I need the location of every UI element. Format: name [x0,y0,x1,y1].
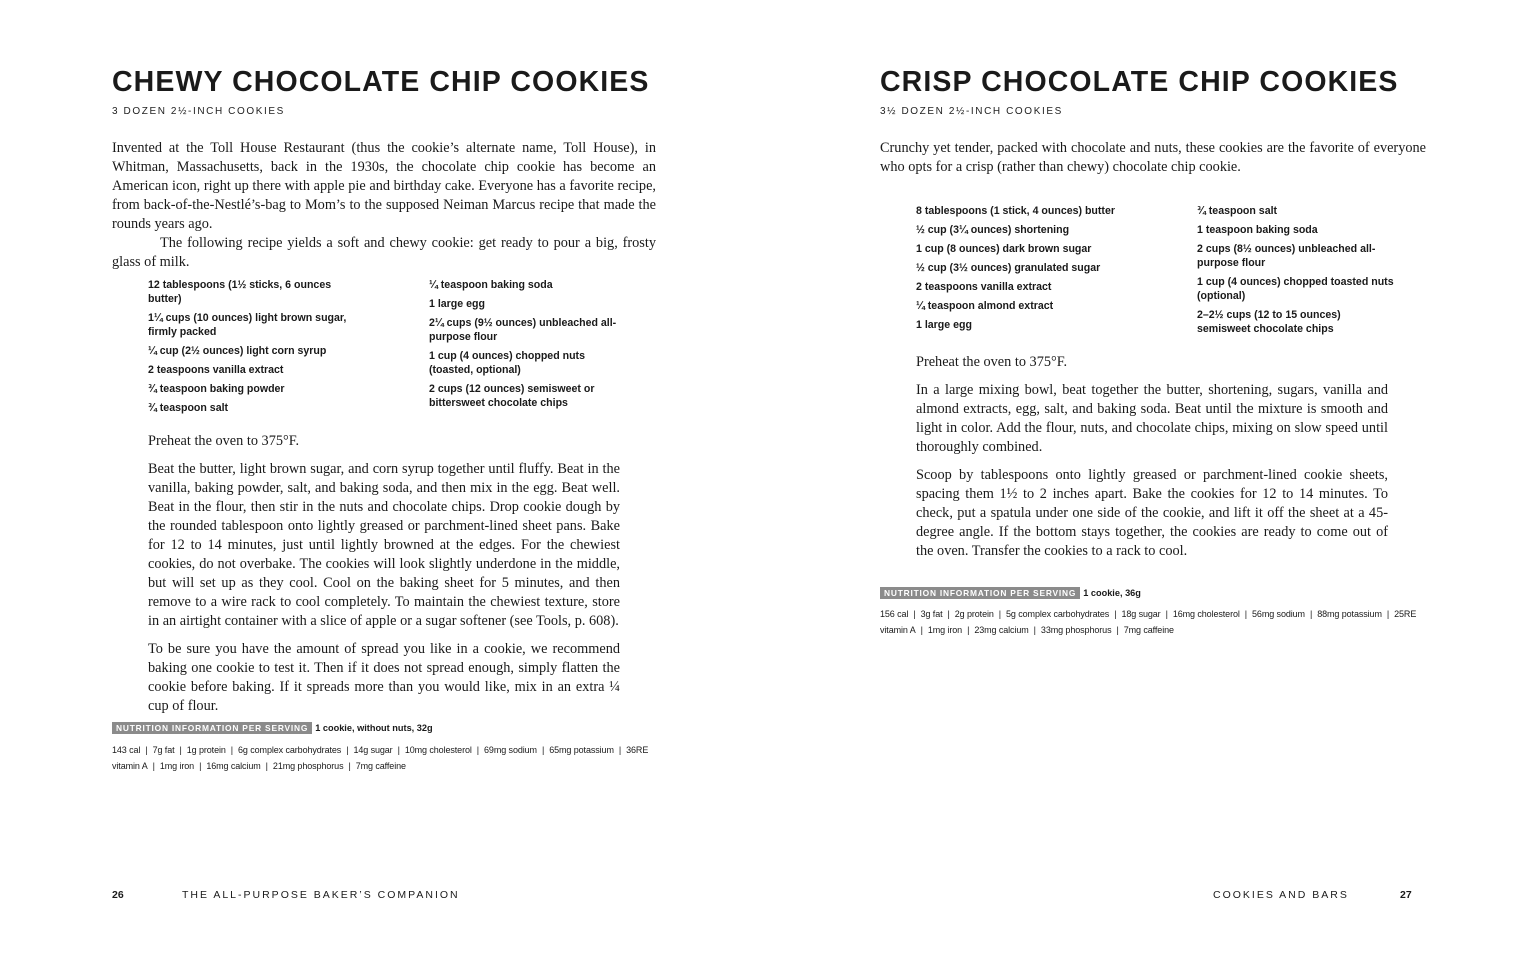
nutrition-separator: | [348,761,351,771]
nutrition-separator: | [346,745,349,755]
nutrition-fact: 1g protein [186,745,226,755]
nutrition-separator: | [920,625,923,635]
ingredient-item: 8 tablespoons (1 stick, 4 ounces) butter [916,205,1115,217]
intro-paragraph: The following recipe yields a soft and chewy cookie: get ready to pour a big, frosty glass of milk. [112,235,656,270]
method-paragraph: Scoop by tablespoons onto lightly greased or parchment-lined cookie sheets, spacing them 1½ to 2 inches apart. Bake the cookies for 12 to 14 minutes. To check, put a spatula under one side of the cookie, and lift it off the sheet at a 45-degree angle. If the bottom stays together, the cookies are ready to come out of the oven. Transfer the cookies to a rack to cool. [916,467,1388,559]
nutrition-fact: 16mg calcium [206,761,261,771]
nutrition-separator: | [152,761,155,771]
nutrition-serving: 1 cookie, 36g [1083,588,1141,598]
ingredient-item: 2 teaspoons vanilla extract [148,364,284,376]
nutrition-label: NUTRITION INFORMATION PER SERVING [880,587,1080,599]
nutrition-header [112,723,433,733]
method-paragraph: Preheat the oven to 375°F. [916,354,1068,370]
method-text [148,432,620,725]
ingredient-item: 2–2½ cups (12 to 15 ounces) semisweet chocolate chips [1197,309,1341,335]
recipe-yield: 3½ DOZEN 2½-INCH COOKIES [880,106,1063,117]
nutrition-fact: 6g complex carbohydrates [238,745,342,755]
nutrition-fact: 5g complex carbohydrates [1006,609,1110,619]
recipe-intro [880,139,1426,177]
nutrition-separator: | [541,745,545,755]
nutrition-separator: | [1114,609,1117,619]
page-number-text: 27 [1400,889,1412,901]
ingredient-item: 1 cup (8 ounces) dark brown sugar [916,243,1092,255]
left-page [112,0,660,960]
page-number [112,889,124,901]
ingredient-item: ¾ teaspoon salt [1197,205,1278,217]
ingredient-item: ¼ cup (2½ ounces) light corn syrup [148,345,327,357]
method-text [916,353,1388,570]
nutrition-separator: | [967,625,970,635]
nutrition-separator: | [1386,609,1390,619]
nutrition-separator: | [947,609,950,619]
ingredient-item: ¼ teaspoon baking soda [429,279,553,291]
nutrition-separator: | [179,745,182,755]
nutrition-fact: 25RE [1394,609,1417,619]
ingredient-item: ¾ teaspoon baking powder [148,383,285,395]
nutrition-separator: | [476,745,480,755]
ingredients-column-2 [1197,204,1397,341]
ingredient-item: 2 cups (12 ounces) semisweet or bittersweet chocolate chips [429,383,595,409]
nutrition-serving: 1 cookie, without nuts, 32g [315,723,433,733]
ingredients-column-1 [148,278,348,420]
nutrition-separator: | [145,745,148,755]
nutrition-fact: 23mg calcium [974,625,1029,635]
nutrition-fact: 16mg cholesterol [1172,609,1240,619]
ingredient-item: 12 tablespoons (1½ sticks, 6 ounces butter) [148,279,332,305]
ingredient-item: 1 cup (4 ounces) chopped nuts (toasted, optional) [429,350,585,376]
nutrition-fact: vitamin A [880,625,916,635]
nutrition-separator: | [1309,609,1313,619]
ingredient-item: 1 large egg [916,319,972,331]
ingredient-item: 1¼ cups (10 ounces) light brown sugar, firmly packed [148,312,347,338]
ingredient-item: 2 cups (8½ ounces) unbleached all-purpose flour [1197,243,1376,269]
recipe-yield: 3 DOZEN 2½-INCH COOKIES [112,106,285,117]
page-number-text: 26 [112,889,124,901]
nutrition-fact: 143 cal [112,745,141,755]
nutrition-fact: 7mg caffeine [1123,625,1174,635]
ingredient-item: 2 teaspoons vanilla extract [916,281,1052,293]
nutrition-separator: | [618,745,622,755]
nutrition-separator: | [1116,625,1119,635]
nutrition-label: NUTRITION INFORMATION PER SERVING [112,722,312,734]
nutrition-fact: 69mg sodium [484,745,537,755]
nutrition-separator: | [998,609,1002,619]
ingredient-item: ½ cup (3¼ ounces) shortening [916,224,1070,236]
method-paragraph: Beat the butter, light brown sugar, and corn syrup together until fluffy. Beat in the vanilla, baking powder, salt, and baking soda, and then mix in the egg. Beat well. Beat in the flour, then stir in the nuts and chocolate chips. Drop cookie dough by the rounded tablespoon onto lightly greased or parchment-lined sheet pans. Bake for 12 to 14 minutes, just until lightly browned at the edges. For the chewiest cookies, do not overbake. The cookies will look slightly underdone in the middle, but will set up as they cool. Cool on the baking sheet for 5 minutes, and then remove to a wire rack to cool completely. To maintain the chewiest texture, store in an airtight container with a slice of apple or a sugar softener (see Tools, p. 608). [148,461,620,629]
nutrition-separator: | [397,745,400,755]
nutrition-fact: 156 cal [880,609,909,619]
intro-paragraph: Invented at the Toll House Restaurant (thus the cookie’s alternate name, Toll House), in Whitman, Massachusetts, back in the 1930s, the chocolate chip cookie has become an American icon, right up there with apple pie and birthday cake. Everyone has a favorite recipe, from back-of-the-Nestlé’s-bag to Mom’s to the supposed Neiman Marcus recipe that made the rounds years ago. [112,140,656,232]
nutrition-separator: | [1033,625,1036,635]
ingredients-column-2 [429,278,629,415]
recipe-intro [112,139,656,272]
ingredient-item: 1 cup (4 ounces) chopped toasted nuts (optional) [1197,276,1394,302]
right-page [880,0,1426,960]
recipe-title: CRISP CHOCOLATE CHIP COOKIES [880,66,1399,98]
running-head: COOKIES AND BARS [1213,889,1349,901]
ingredient-item: ¼ teaspoon almond extract [916,300,1054,312]
nutrition-fact: vitamin A [112,761,148,771]
nutrition-separator: | [199,761,202,771]
nutrition-facts-line-1 [112,745,648,755]
nutrition-fact: 2g protein [954,609,994,619]
nutrition-fact: 1mg iron [927,625,963,635]
nutrition-fact: 3g fat [920,609,943,619]
method-paragraph: Preheat the oven to 375°F. [148,433,300,449]
nutrition-fact: 36RE [626,745,649,755]
nutrition-header [880,588,1141,598]
method-paragraph: To be sure you have the amount of spread you like in a cookie, we recommend baking one cookie to test it. Then if it does not spread enough, simply flatten the cookie before baking. If it spreads more than you would like, mix in an extra ¼ cup of flour. [148,641,620,714]
nutrition-facts-line-2 [112,761,406,771]
ingredient-item: ½ cup (3½ ounces) granulated sugar [916,262,1101,274]
nutrition-separator: | [265,761,268,771]
nutrition-fact: 7g fat [152,745,175,755]
nutrition-fact: 56mg sodium [1252,609,1305,619]
nutrition-fact: 18g sugar [1121,609,1161,619]
nutrition-fact: 33mg phosphorus [1040,625,1112,635]
nutrition-fact: 7mg caffeine [355,761,406,771]
nutrition-separator: | [1244,609,1248,619]
nutrition-fact: 65mg potassium [549,745,614,755]
nutrition-facts-line-1 [880,609,1416,619]
ingredient-item: 2¼ cups (9½ ounces) unbleached all-purpose flour [429,317,617,343]
ingredient-item: 1 teaspoon baking soda [1197,224,1318,236]
ingredient-item: ¾ teaspoon salt [148,402,229,414]
ingredient-item: 1 large egg [429,298,485,310]
page-number [1400,889,1412,901]
nutrition-fact: 14g sugar [353,745,393,755]
nutrition-separator: | [230,745,234,755]
running-head: THE ALL-PURPOSE BAKER’S COMPANION [182,889,460,901]
nutrition-fact: 21mg phosphorus [272,761,344,771]
nutrition-fact: 1mg iron [159,761,195,771]
recipe-title: CHEWY CHOCOLATE CHIP COOKIES [112,66,650,98]
method-paragraph: In a large mixing bowl, beat together the butter, shortening, sugars, vanilla and almond extracts, egg, salt, and baking soda. Beat until the mixture is smooth and light in color. Add the flour, nuts, and chocolate chips, mixing on slow speed until thoroughly combined. [916,382,1388,455]
nutrition-fact: 10mg cholesterol [404,745,472,755]
intro-paragraph: Crunchy yet tender, packed with chocolate and nuts, these cookies are the favorite of everyone who opts for a crisp (rather than chewy) chocolate chip cookie. [880,140,1426,175]
nutrition-fact: 88mg potassium [1317,609,1382,619]
nutrition-separator: | [1165,609,1168,619]
nutrition-separator: | [913,609,916,619]
nutrition-facts-line-2 [880,625,1174,635]
ingredients-column-1 [916,204,1156,337]
